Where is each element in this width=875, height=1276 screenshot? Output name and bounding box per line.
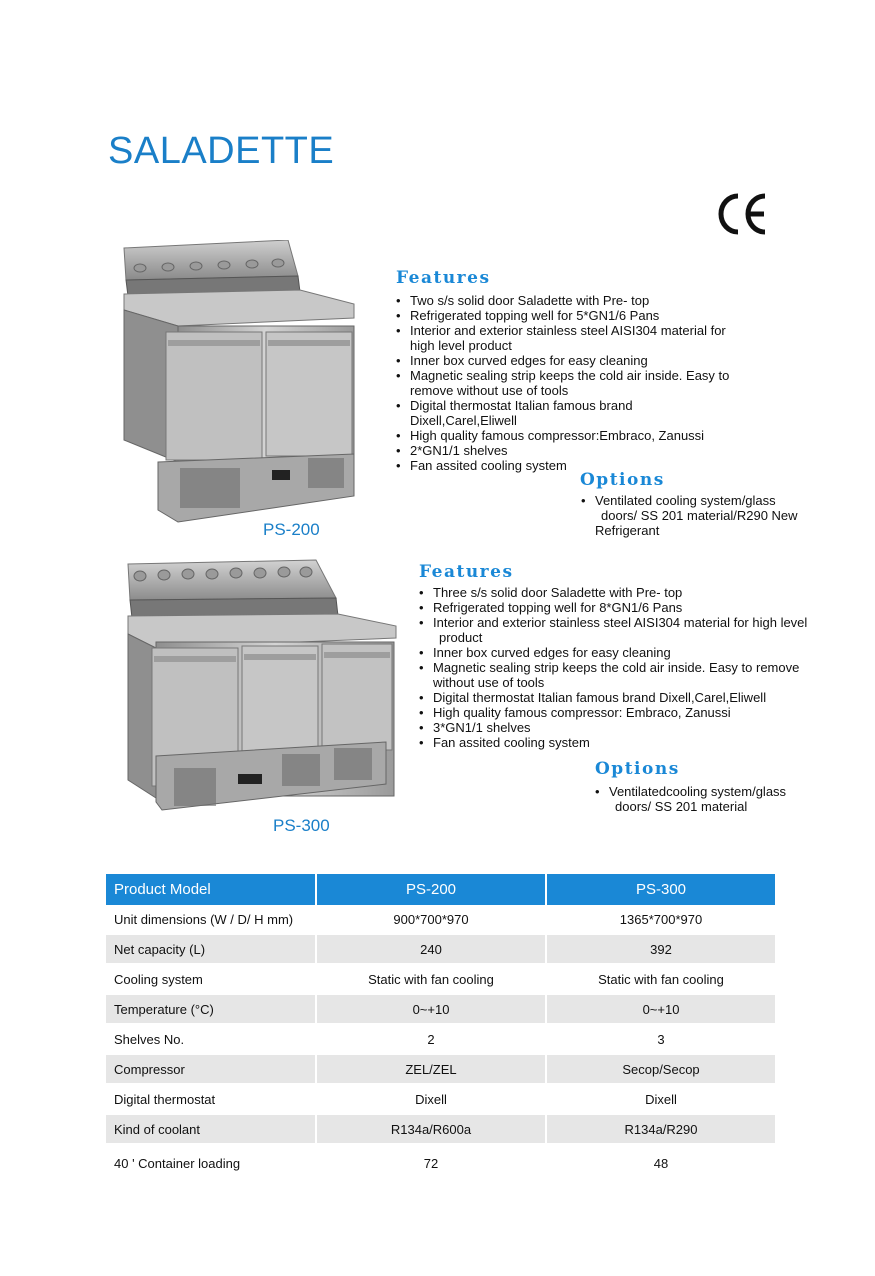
feature-item: • Digital thermostat Italian famous brand Dixell,Carel,Eliwell — [396, 398, 736, 428]
table-row: Unit dimensions (W / D/ H mm) 900*700*970 1365*700*970 — [106, 905, 776, 934]
table-row: Temperature (°C) 0~+10 0~+10 — [106, 994, 776, 1024]
feature-item: • Fan assited cooling system — [396, 458, 736, 473]
feature-item: • High quality famous compressor: Embraco, Zanussi — [419, 705, 809, 720]
feature-item: • Two s/s solid door Saladette with Pre- top — [396, 293, 736, 308]
ps-200-product-image — [118, 240, 356, 524]
feature-item: • Magnetic sealing strip keeps the cold air inside. Easy to remove without use of tools — [396, 368, 736, 398]
ps-200-features-heading: Features — [396, 268, 491, 288]
option-item: • Ventilated cooling system/glass doors/ SS 201 material/R290 New Refrigerant — [581, 493, 811, 538]
table-row: Shelves No. 2 3 — [106, 1024, 776, 1054]
header-ps-300: PS-300 — [546, 874, 776, 905]
ce-mark-icon — [716, 190, 768, 238]
ps-200-options-list — [581, 493, 811, 538]
page-title: SALADETTE — [108, 130, 335, 172]
feature-item: • Digital thermostat Italian famous brand Dixell,Carel,Eliwell — [419, 690, 809, 705]
option-item: • Ventilatedcooling system/glass doors/ SS 201 material — [595, 784, 815, 814]
table-row: Cooling system Static with fan cooling Static with fan cooling — [106, 964, 776, 994]
spec-table — [106, 874, 777, 1183]
ps-300-features-list — [419, 585, 809, 750]
feature-item: • 2*GN1/1 shelves — [396, 443, 736, 458]
feature-item: • Fan assited cooling system — [419, 735, 809, 750]
feature-item: • Refrigerated topping well for 8*GN1/6 Pans — [419, 600, 809, 615]
ps-300-options-heading: Options — [595, 759, 680, 779]
feature-item: • Inner box curved edges for easy cleaning — [396, 353, 736, 368]
ps-300-features-heading: Features — [419, 562, 514, 582]
ps-200-features-list — [396, 293, 736, 473]
ps-300-options-list — [595, 784, 815, 814]
table-row: Net capacity (L) 240 392 — [106, 934, 776, 964]
header-product-model: Product Model — [106, 874, 316, 905]
ps-300-product-image — [122, 558, 398, 818]
feature-item: • 3*GN1/1 shelves — [419, 720, 809, 735]
ps-200-model-label: PS-200 — [263, 520, 320, 539]
table-row: Kind of coolant R134a/R600a R134a/R290 — [106, 1114, 776, 1144]
table-row: Digital thermostat Dixell Dixell — [106, 1084, 776, 1114]
header-ps-200: PS-200 — [316, 874, 546, 905]
feature-item: • Refrigerated topping well for 5*GN1/6 Pans — [396, 308, 736, 323]
feature-item: • Magnetic sealing strip keeps the cold air inside. Easy to remove without use of tools — [419, 660, 809, 690]
spec-table-header — [106, 874, 776, 905]
ps-300-model-label: PS-300 — [273, 816, 330, 835]
feature-item: • High quality famous compressor:Embraco, Zanussi — [396, 428, 736, 443]
feature-item: • Interior and exterior stainless steel AISI304 material for high level product — [396, 323, 736, 353]
table-row: 40 ' Container loading 72 48 — [106, 1144, 776, 1182]
feature-item: • Three s/s solid door Saladette with Pre- top — [419, 585, 809, 600]
feature-item: • Interior and exterior stainless steel AISI304 material for high level product — [419, 615, 809, 645]
table-row: Compressor ZEL/ZEL Secop/Secop — [106, 1054, 776, 1084]
ps-200-options-heading: Options — [580, 470, 665, 490]
feature-item: • Inner box curved edges for easy cleaning — [419, 645, 809, 660]
